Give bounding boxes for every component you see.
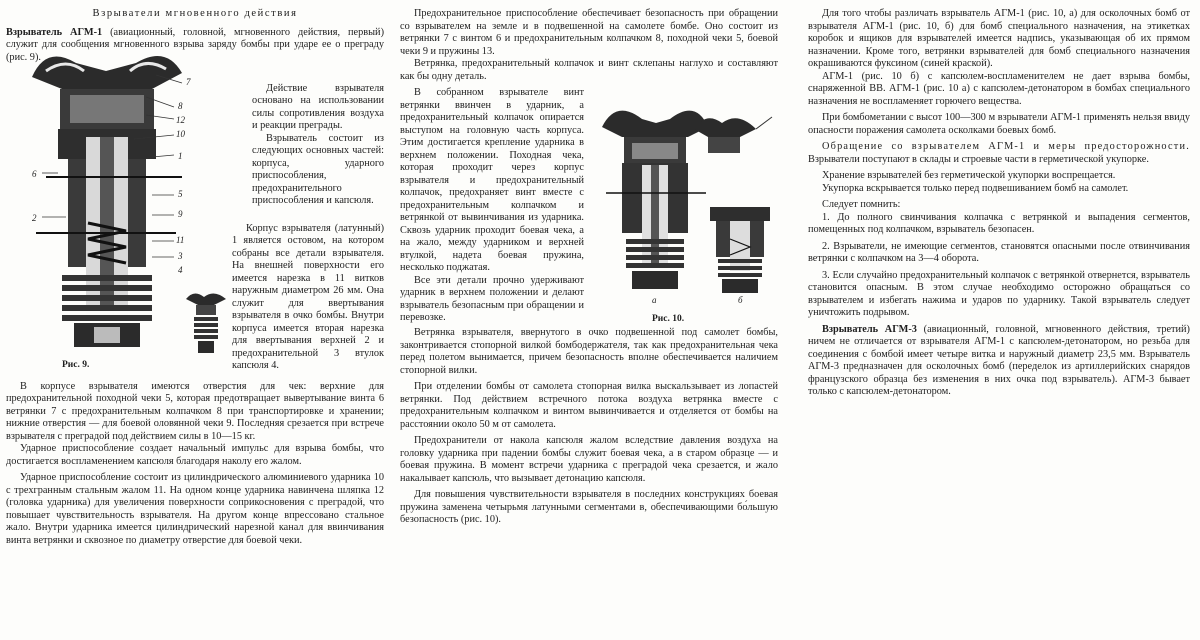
- paragraph-separation: При отделении бомбы от самолета стопорная вилка выскальзывает из лопастей ветрянки. Под действием встречного потока воздуха ветрянка вместе с предохранительным колпачком и винтом вывинчивается и отделяется от бомбы на расстоянии около 50 м от самолета.: [400, 381, 778, 430]
- list-item-1: 1. До полного свинчивания колпачка с ветрянкой и выпадения сегментов, помещенных под колпачком, взрыватель безопасен.: [808, 211, 1190, 235]
- fuze-variants-drawing: [596, 89, 778, 325]
- figure-10-block: [400, 87, 778, 327]
- paragraph-altitude: При бомбометании с высот 100—300 м взрыватели АГМ-1 применять нельзя ввиду опасности поражения самолета осколками боевых бомб.: [808, 112, 1190, 136]
- fig10-label-b: б: [738, 295, 743, 305]
- fig9-label-2: 2: [32, 212, 37, 223]
- fig10-label-a: а: [652, 295, 657, 305]
- paragraph-igniter: АГМ-1 (рис. 10 б) с капсюлем-воспламенителем не дает взрыва бомбы, снаряженной ВВ. АГМ-1 (рис. 10 а) с капсюлем-детонатором в бомбах специального назначения не воспламеняет горючего вещества.: [808, 70, 1190, 107]
- fig9-label-12: 12: [176, 114, 185, 125]
- paragraph-sensitivity: Для повышения чувствительности взрывателя в последних конструкциях боевая пружина заменена четырьмя латунными сегментами в, обеспечивающими бо́льшую безопасность (рис. 10).: [400, 489, 778, 525]
- side-text-upper: [252, 83, 384, 208]
- paragraph-hold: Все эти детали прочно удерживают ударник в верхнем положении и делают взрыватель безопасным при обращении и перевозке.: [400, 274, 584, 323]
- fig9-label-10: 10: [176, 128, 185, 139]
- paragraph-holes: В корпусе взрывателя имеются отверстия для чек: верхние для предохранительной походной чеки 5, которая предотвращает вывертывание винта 6 ветрянки 7 с предохранительным колпачком 8 при транспортировке и хранении; нижние отверстия — для боевой оловянной чеки 9. Последняя срезается при встрече взрывателя с преградой под действием силы в 10—15 кг.: [6, 380, 384, 442]
- list-item-2: 2. Взрыватели, не имеющие сегментов, становятся опасными после отвинчивания ветрянки с колпачком на 3—4 оборота.: [808, 240, 1190, 264]
- fuze-cross-section-drawing: [6, 27, 208, 367]
- column-left: [6, 8, 384, 547]
- figure-10-caption: Рис. 10.: [652, 314, 685, 324]
- fig9-label-7: 7: [186, 76, 191, 87]
- agm1-intro-text: (авиационный, головной, мгновенного действия, первый) служит для сообщения мгновенного взрыва заряду бомбы при ударе ее о преграду (рис. 9).: [6, 26, 384, 63]
- column-middle: [400, 8, 778, 527]
- paragraph-remember: Следует помнить:: [822, 199, 901, 210]
- handling-title: Обращение со взрывателем АГМ-1 и меры предосторожности.: [822, 141, 1190, 152]
- fig9-label-6: 6: [32, 168, 37, 179]
- agm1-title: Взрыватель АГМ-1: [6, 26, 103, 38]
- paragraph-distinguish: Для того чтобы различать взрыватель АГМ-1 (рис. 10, а) для осколочных бомб от взрывателя АГМ-1 (рис. 10, б) для бомб специального назначения, на этикетках коробок и ящиков для взрывателей имеется надпись, указывающая об их прямом назначении. Кроме того, ветрянки взрывателей для бомб специального назначения окрашиваются фуксином (синей краской).: [808, 8, 1190, 69]
- paragraph-assembled: В собранном взрывателе винт ветрянки ввинчен в ударник, а предохранительный колпачок опирается выступом на головную часть корпуса. Этим достигается крепление ударника в верхнем положении. Походная чека, которая проходит через корпус взрывателя и предохранительный колпачок, предохраняет винт вместе с предохранительным колпачком и ветрянкой от вывинчивания из ударника. Сквозь ударник проходит боевая чека, а на жало, между ударником и верхней втулкой, надета боевая пружина, несколько поджатая.: [400, 87, 584, 273]
- handling-text: Взрыватели поступают в склады и строевые части в герметической укупорке.: [808, 153, 1149, 165]
- paragraph-parts: Взрыватель состоит из следующих основных частей: корпуса, ударного приспособления, предохранительного приспособления и капсюля.: [252, 132, 384, 206]
- column-right: [808, 8, 1190, 399]
- fuze-small-view-drawing: [184, 289, 228, 359]
- fig9-label-5: 5: [178, 188, 183, 199]
- list-item-3: 3. Если случайно предохранительный колпачок с ветрянкой отвернется, взрыватель становится опасным. В этом случае необходимо осторожно обращаться со взрывателем и избегать нажима и ударов по ударнику. Такой взрыватель следует уничтожить подрывом.: [808, 269, 1190, 318]
- paragraph-impact: Ударное приспособление создает начальный импульс для взрыва бомбы, что достигается воспламенением капсюля благодаря наколу его жалом.: [6, 443, 384, 467]
- paragraph-vane-locking: Ветрянка взрывателя, ввернутого в очко подвешенной под самолет бомбы, законтривается стопорной вилкой бомбодержателя, так как предохранительная чека перед полетом вынимается, причем безопасность вполне обеспечивается наличием стопорной вилки.: [400, 327, 778, 376]
- paragraph-striker: Ударное приспособление состоит из цилиндрического алюминиевого ударника 10 с трехгранным стальным жалом 11. На одном конце ударника навинчена шляпка 12 (головка ударника) для увеличения поверхности соприкосновения с преградой, что повышает чувствительность взрывателя. На другом конце впрессовано стальное жало. Внутри ударника имеется цилиндрический нарезной канал для ввинчивания винта ветрянки и сквозное по диаметру отверстие для боевой чеки.: [6, 472, 384, 546]
- paragraph-body: Корпус взрывателя (латунный) 1 является остовом, на котором собраны все детали взрывателя. На внешней поверхности его имеется нарезка в 11 витков наружным диаметром 26 мм. Она служит для ввертывания взрывателя в очко бомбы. Внутри корпуса имеется вторая нарезка для ввертывания верхней 2 и предохранительной 3 втулок капсюля 4.: [232, 222, 384, 371]
- paragraph-handling: [808, 141, 1190, 166]
- fig9-label-11: 11: [176, 234, 185, 245]
- agm3-title: Взрыватель АГМ-3: [822, 323, 917, 335]
- paragraph-vane-cap: Ветрянка, предохранительный колпачок и винт склепаны наглухо и составляют как бы одну деталь.: [400, 58, 778, 82]
- paragraph-safety-device: Предохранительное приспособление обеспечивает безопасность при обращении со взрывателем на земле и в подвешенной на самолете бомбе. Оно состоит из ветрянки 7 с винтом 6 и предохранительным колпачком 8, походной чеки 5, боевой чеки 9 и пружины 13.: [400, 8, 778, 57]
- fig9-label-8: 8: [178, 100, 183, 111]
- figure-9-block: [6, 27, 384, 381]
- fig9-label-4: 4: [178, 264, 183, 275]
- paragraph-prick-protection: Предохранители от накола капсюля жалом вследствие давления воздуха на головку ударника при падении бомбы служит боевая чека, а в старом образце — и боевая пружина. В момент встречи ударника с преградой чека срезается, и жало накалывает капсюль, что вызывает детонацию капсюля.: [400, 435, 778, 484]
- figure-10-side-text: [400, 87, 584, 325]
- fig9-label-9: 9: [178, 208, 183, 219]
- paragraph-agm3: [808, 324, 1190, 399]
- section-heading: Взрыватели мгновенного действия: [92, 8, 298, 19]
- paragraph-unsealing: Укупорка вскрывается только перед подвешиванием бомб на самолет.: [822, 182, 1129, 194]
- paragraph-action: Действие взрывателя основано на использовании силы сопротивления воздуха и реакции преграды.: [252, 82, 384, 131]
- figure-9-caption: Рис. 9.: [62, 359, 90, 370]
- side-text-lower: [232, 223, 384, 373]
- paragraph-storage: Хранение взрывателей без герметической укупорки воспрещается.: [822, 170, 1116, 181]
- agm3-text: (авиационный, головной, мгновенного действия, третий) ничем не отличается от взрывателя АГМ-1 с капсюлем-детонатором, но резьба для соединения с бомбой имеет четыре витка и наружный диаметр 23,5 мм. Взрыватель АГМ-3 предназначен для осколочных бомб (переделок из артиллерийских снарядов французского образца без изменения в них очка под взрыватель). АГМ-3 бывает только с капсюлем-детонатором.: [808, 323, 1190, 397]
- fig9-label-1: 1: [178, 150, 183, 161]
- fig9-label-3: 3: [178, 250, 183, 261]
